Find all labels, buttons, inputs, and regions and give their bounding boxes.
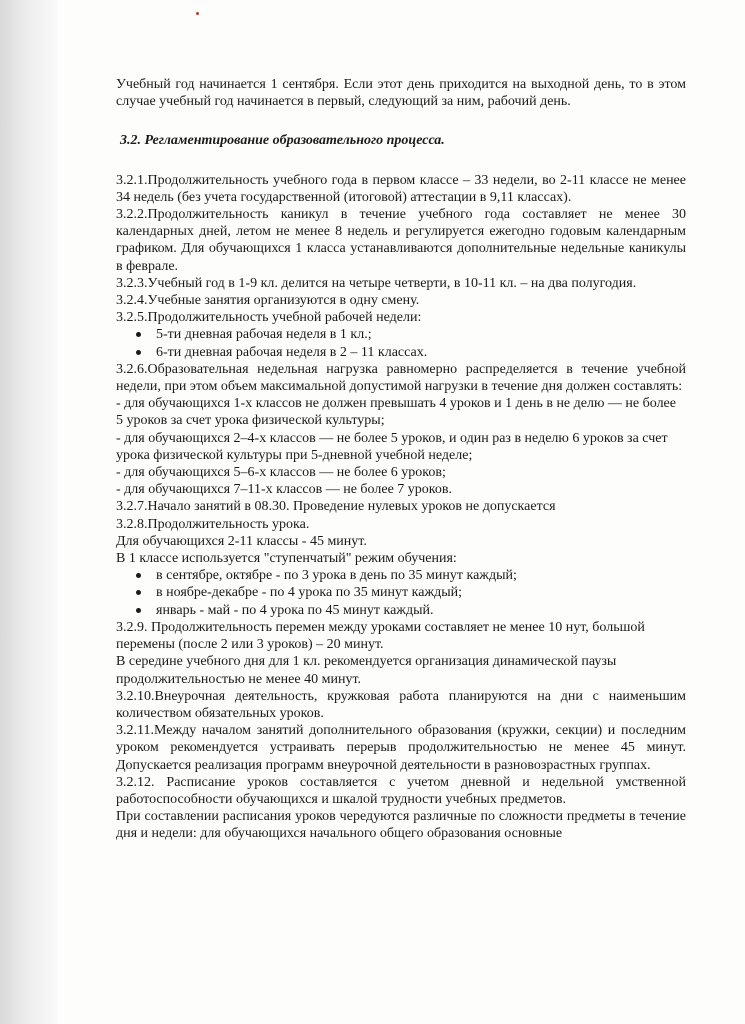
list-item: в сентябре, октябре - по 3 урока в день по 35 минут каждый; (136, 567, 686, 584)
paragraph-3-2-2: 3.2.2.Продолжительность каникул в течение учебного года составляет не менее 30 календарных дней, летом не менее 8 недель и регулируется ежегодно годовым календарным графиком. Для обучающихся 1 класса устанавливаются дополнительные недельные каникулы в феврале. (116, 207, 686, 274)
intro-paragraph: Учебный год начинается 1 сентября. Если этот день приходится на выходной день, то в этом случае учебный год начинается в первый, следующий за ним, рабочий день. (116, 77, 686, 110)
paragraph-3-2-3: 3.2.3.Учебный год в 1-9 кл. делится на четыре четверти, в 10-11 кл. – на два полугодия. (116, 275, 637, 291)
week-list (116, 326, 686, 360)
paragraph-3-2-11: 3.2.11.Между началом занятий дополнительного образования (кружки, секции) и последним уроком рекомендуется устраивать перерыв продолжительностью не менее 45 минут. Допускается реализация программ внеурочной деятельности в разновозрастных группах. (116, 723, 686, 773)
paragraph-3-2-5: 3.2.5.Продолжительность учебной рабочей недели: (116, 310, 422, 326)
step-mode-intro: В 1 классе используется "ступенчатый" режим обучения: (116, 551, 457, 567)
paragraph-3-2-6: 3.2.6.Образовательная недельная нагрузка равномерно распределяется в течение учебной недели, при этом объем максимальной допустимой нагрузки в течение дня должен составлять: (116, 361, 686, 395)
list-item: 6-ти дневная рабочая неделя в 2 – 11 классах. (136, 344, 686, 361)
final-paragraph: При составлении расписания уроков чередуются различные по сложности предметы в течение дня и недели: для обучающихся начального общего образования основные (116, 809, 686, 842)
list-item: январь - май - по 4 урока по 45 минут каждый. (136, 602, 686, 619)
load-grade-1: - для обучающихся 1-х классов не должен превышать 4 уроков и 1 день в не делю — не более 5 уроков за счет урока физической культуры; (116, 396, 676, 429)
paragraph-3-2-1: 3.2.1.Продолжительность учебного года в первом классе – 33 недели, во 2-11 классе не менее 34 недель (без учета государственной (итоговой) аттестации в 9,11 классах). (116, 172, 686, 205)
paragraph-3-2-9: 3.2.9. Продолжительность перемен между уроками составляет не менее 10 нут, большой перемены (после 2 или 3 уроков) – 20 минут. (116, 619, 645, 653)
paragraph-3-2-7: 3.2.7.Начало занятий в 08.30. Проведение нулевых уроков не допускается (116, 499, 556, 515)
scan-edge-shadow (0, 0, 58, 1024)
section-title: 3.2. Регламентирование образовательного процесса. (120, 133, 445, 149)
load-grade-7-11: - для обучающихся 7–11-х классов — не более 7 уроков. (116, 482, 452, 498)
list-item: 5-ти дневная рабочая неделя в 1 кл.; (136, 326, 686, 343)
dynamic-pause: В середине учебного дня для 1 кл. рекомендуется организация динамической паузы продолжительностью не менее 40 минут. (116, 654, 617, 687)
list-item: в ноябре-декабре - по 4 урока по 35 минут каждый; (136, 584, 686, 601)
paragraph-3-2-10: 3.2.10.Внеурочная деятельность, кружковая работа планируются на дни с наименьшим количеством обязательных уроков. (116, 688, 686, 721)
scan-speck (196, 12, 199, 15)
lesson-duration-2-11: Для обучающихся 2-11 классы - 45 минут. (116, 533, 367, 549)
load-grade-5-6: - для обучающихся 5–6-х классов — не более 6 уроков; (116, 465, 446, 481)
paragraph-3-2-8: 3.2.8.Продолжительность урока. (116, 516, 310, 532)
paragraph-3-2-4: 3.2.4.Учебные занятия организуются в одну смену. (116, 293, 420, 309)
step-mode-list (116, 567, 686, 619)
document-body (116, 76, 686, 843)
paragraph-3-2-12: 3.2.12. Расписание уроков составляется с учетом дневной и недельной умственной работоспособности обучающихся и шкалой трудности учебных предметов. (116, 774, 686, 807)
load-grade-2-4: - для обучающихся 2–4-х классов — не более 5 уроков, и один раз в неделю 6 уроков за счет урока физической культуры при 5-дневной учебной неделе; (116, 430, 668, 463)
